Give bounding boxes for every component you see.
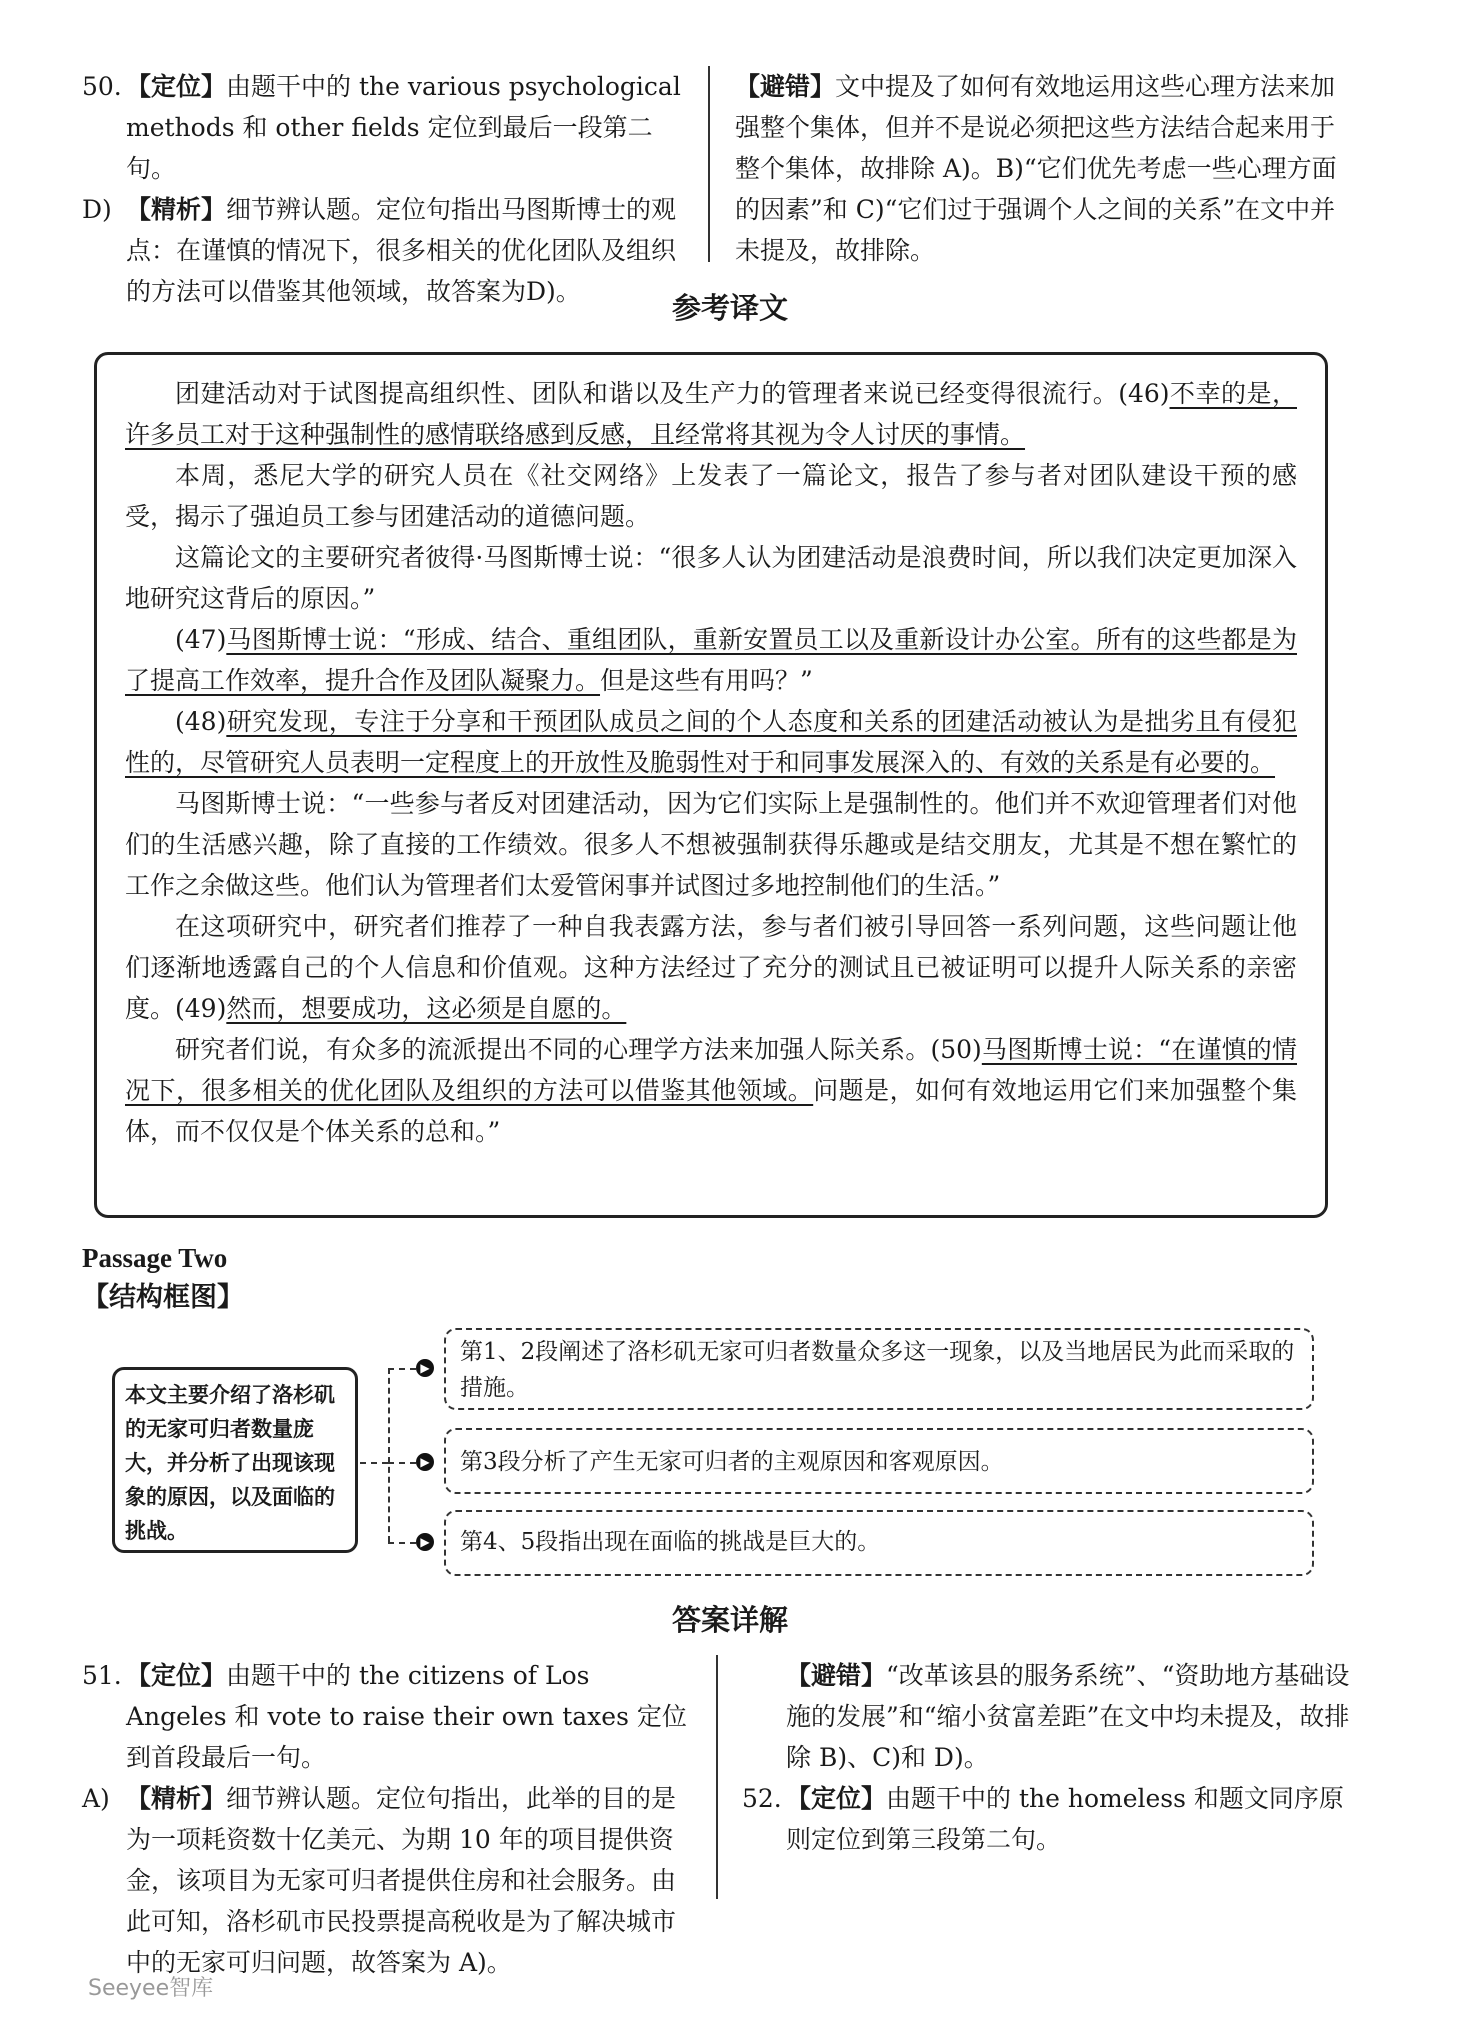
q50-right-column [735,66,1343,271]
connector-main [360,1462,388,1464]
q51-avoid-tag: 【避错】 [786,1661,887,1690]
watermark: Seeyee智库 [88,1976,214,2001]
translation-paragraph: 研究者们说，有众多的流派提出不同的心理学方法来加强人际关系。(50)马图斯博士说：“在谨慎的情况下，很多相关的优化团队及组织的方法可以借鉴其他领域。问题是，如何有效地运用它们来加强整个集体，而不仅仅是个体关系的总和。” [125,1035,1297,1146]
q51-analysis-text: 细节辨认题。定位句指出，此举的目的是为一项耗资数十亿美元、为期 10 年的项目提供资金，该项目为无家可归者提供住房和社会服务。由此可知，洛杉矶市民投票提高税收是为了解决城市中的无家可归问题，故答案为 A)。 [126,1784,677,1977]
translation-title: 参考译文 [671,291,788,325]
q52-locate-tag: 【定位】 [786,1784,887,1813]
arrow-icon: ▶ [416,1453,434,1471]
q50-left-column [82,66,682,312]
answers-title: 答案详解 [671,1603,788,1637]
q50-locate-text: 由题干中的 the various psychological methods 和 other fields 定位到最后一段第二句。 [126,72,681,183]
q51-left-column [82,1655,692,1983]
q52-locate [742,1778,1354,1860]
passage-two-title: Passage Two [82,1243,228,1273]
translation-paragraph: (47)马图斯博士说：“形成、结合、重组团队，重新安置员工以及重新设计办公室。所有的这些都是为了提高工作效率，提升合作及团队凝聚力。但是这些有用吗？” [125,625,1297,695]
structure-branch-box: 第3段分析了产生无家可归者的主观原因和客观原因。 [444,1428,1314,1494]
q50-avoid-text: 文中提及了如何有效地运用这些心理方法来加强整个集体，但并不是说必须把这些方法结合起来用于整个集体，故排除 A)。B)“它们优先考虑一些心理方面的因素”和 C)“它们过于强调个人之间的关系”在文中并未提及，故排除。 [735,72,1337,265]
arrow-icon: ▶ [416,1533,434,1551]
q50-locate [82,66,682,189]
q51-locate-tag: 【定位】 [126,1661,227,1690]
connector-branch-2 [388,1462,416,1464]
translation-paragraph: 这篇论文的主要研究者彼得·马图斯博士说：“很多人认为团建活动是浪费时间，所以我们决定更加深入地研究这背后的原因。” [125,543,1297,613]
translation-paragraph: 马图斯博士说：“一些参与者反对团建活动，因为它们实际上是强制性的。他们并不欢迎管理者们对他们的生活感兴趣，除了直接的工作绩效。很多人不想被强制获得乐趣或是结交朋友，尤其是不想在繁忙的工作之余做这些。他们认为管理者们太爱管闲事并试图过多地控制他们的生活。” [125,789,1297,900]
translation-paragraph: 在这项研究中，研究者们推荐了一种自我表露方法，参与者们被引导回答一系列问题，这些问题让他们逐渐地透露自己的个人信息和价值观。这种方法经过了充分的测试且已被证明可以提升人际关系的亲密度。(49)然而，想要成功，这必须是自愿的。 [125,912,1297,1023]
translation-paragraph: 本周，悉尼大学的研究人员在《社交网络》上发表了一篇论文，报告了参与者对团队建设干预的感受，揭示了强迫员工参与团建活动的道德问题。 [125,461,1297,531]
structure-main-box: 本文主要介绍了洛杉矶的无家可归者数量庞大，并分析了出现该现象的原因，以及面临的挑战。 [112,1367,358,1553]
q51-locate-text: 由题干中的 the citizens of Los Angeles 和 vote to raise their own taxes 定位到首段最后一句。 [126,1661,687,1772]
q51-answer: A) [82,1784,110,1813]
q51-right-column [742,1655,1354,1860]
q51-analysis-tag: 【精析】 [126,1784,227,1813]
q50-analysis-tag: 【精析】 [126,195,227,224]
connector-branch-1 [388,1368,416,1370]
q50-locate-tag: 【定位】 [126,72,227,101]
q51-locate [82,1655,692,1778]
translation-box [94,352,1328,1218]
connector-vertical [388,1368,390,1542]
q51-avoid-text: “改革该县的服务系统”、“资助地方基础设施的发展”和“缩小贫富差距”在文中均未提及，故排除 B)、C)和 D)。 [786,1661,1350,1772]
q51-analysis [82,1778,692,1983]
translation-paragraph: (48)研究发现，专注于分享和干预团队成员之间的个人态度和关系的团建活动被认为是拙劣且有侵犯性的，尽管研究人员表明一定程度上的开放性及脆弱性对于和同事发展深入的、有效的关系是有必要的。 [125,707,1297,777]
structure-branch-box: 第1、2段阐述了洛杉矶无家可归者数量众多这一现象，以及当地居民为此而采取的措施。 [444,1328,1314,1410]
q52-locate-text: 由题干中的 the homeless 和题文同序原则定位到第三段第二句。 [786,1784,1344,1854]
connector-branch-3 [388,1542,416,1544]
q50-analysis-text: 细节辨认题。定位句指出马图斯博士的观点：在谨慎的情况下，很多相关的优化团队及组织的方法可以借鉴其他领域，故答案为D)。 [126,195,677,306]
structure-branch-box: 第4、5段指出现在面临的挑战是巨大的。 [444,1510,1314,1576]
translation-paragraph: 团建活动对于试图提高组织性、团队和谐以及生产力的管理者来说已经变得很流行。(46)不幸的是，许多员工对于这种强制性的感情联络感到反感，且经常将其视为令人讨厌的事情。 [125,379,1297,449]
q50-answer: D) [82,195,112,224]
column-divider-top [708,66,710,262]
q50-avoid [735,66,1343,271]
structure-label: 【结构框图】 [82,1282,244,1313]
q50-avoid-tag: 【避错】 [735,72,836,101]
q51-number: 51. [82,1661,122,1690]
column-divider-bottom [716,1655,718,1899]
q51-avoid [742,1655,1354,1778]
q50-number: 50. [82,72,122,101]
arrow-icon: ▶ [416,1359,434,1377]
q52-number: 52. [742,1784,782,1813]
